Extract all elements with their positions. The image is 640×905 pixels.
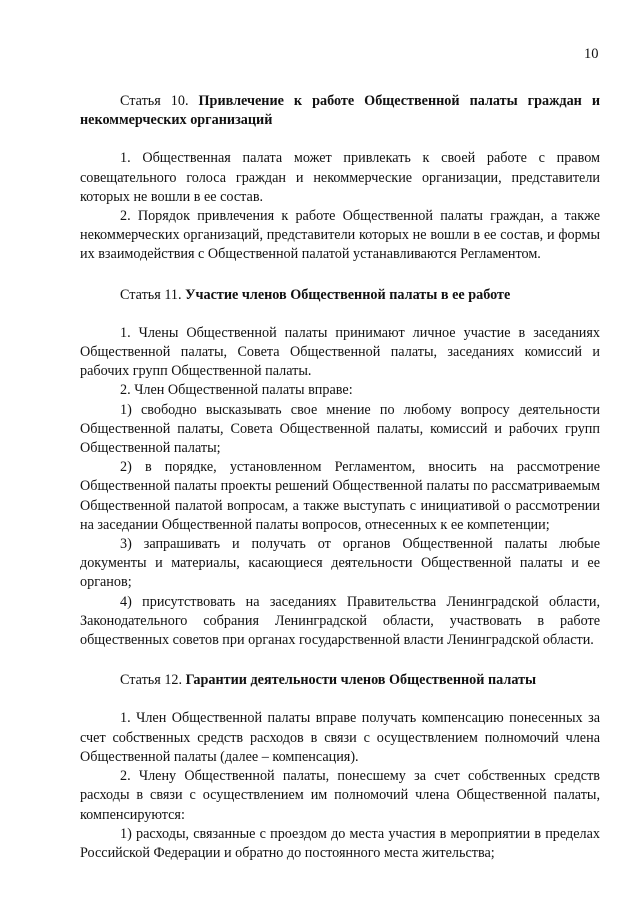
- paragraph: 3) запрашивать и получать от органов Общественной палаты любые документы и материалы, касающиеся деятельности Общественной палаты и ее органов;: [80, 536, 600, 591]
- article-12-heading: [80, 671, 600, 690]
- paragraph: 2. Члену Общественной палаты, понесшему за счет собственных средств расходы в связи с осуществлением им полномочий члена Общественной палаты, компенсируются:: [80, 768, 600, 823]
- article-11-number: Статья 11.: [120, 286, 182, 303]
- paragraph: 1. Общественная палата может привлекать к своей работе с правом совещательного голоса граждан и некоммерческие организации, представители которых не вошли в ее состав.: [80, 150, 600, 205]
- paragraph: 4) присутствовать на заседаниях Правительства Ленинградской области, Законодательного собрания Ленинградской области, участвовать в работе общественных советов при органах государственной власти Ленинградской области.: [80, 593, 600, 649]
- article-10-number: Статья 10.: [120, 93, 189, 109]
- paragraph: 1) расходы, связанные с проездом до места участия в мероприятии в пределах Российской Федерации и обратно до постоянного места жительства;: [80, 825, 600, 861]
- paragraph: 2. Член Общественной палаты вправе:: [120, 382, 353, 399]
- article-12-title: Гарантии деятельности членов Общественной палаты: [185, 672, 537, 689]
- article-11-title: Участие членов Общественной палаты в ее работе: [185, 286, 511, 303]
- article-10-title: Привлечение к работе Общественной палаты граждан и некоммерческих организаций: [80, 93, 601, 129]
- paragraph: 2. Порядок привлечения к работе Общественной палаты граждан, а также некоммерческих организаций, представители которых не вошли в ее состав, и формы их взаимодействия с Общественной палатой устанавливаются Регламентом.: [80, 208, 600, 263]
- document-body: [80, 92, 600, 863]
- paragraph: 1) свободно высказывать свое мнение по любому вопросу деятельности Общественной палаты, Совета Общественной палаты, комиссий и рабочих групп Общественной палаты;: [80, 401, 600, 457]
- article-12-number: Статья 12.: [120, 672, 183, 689]
- paragraph: 1. Члены Общественной палаты принимают личное участие в заседаниях Общественной палаты, Совета Общественной палаты, заседаниях комиссий и рабочих групп Общественной палаты.: [80, 324, 600, 380]
- paragraph: 1. Член Общественной палаты вправе получать компенсацию понесенных за счет собственных средств расходов в связи с осуществлением полномочий члена Общественной палаты (далее – компенсация).: [80, 710, 600, 765]
- article-10-heading: [80, 92, 600, 130]
- page-number: 10: [584, 46, 599, 62]
- article-11-heading: [80, 286, 600, 305]
- paragraph: 2) в порядке, установленном Регламентом, вносить на рассмотрение Общественной палаты проекты решений Общественной палаты по рассматриваемым Общественной палатой вопросам, а также выступать с инициативой о рассмотрении на заседании Общественной палаты вопросов, отнесенных к ее компетенции;: [80, 459, 600, 533]
